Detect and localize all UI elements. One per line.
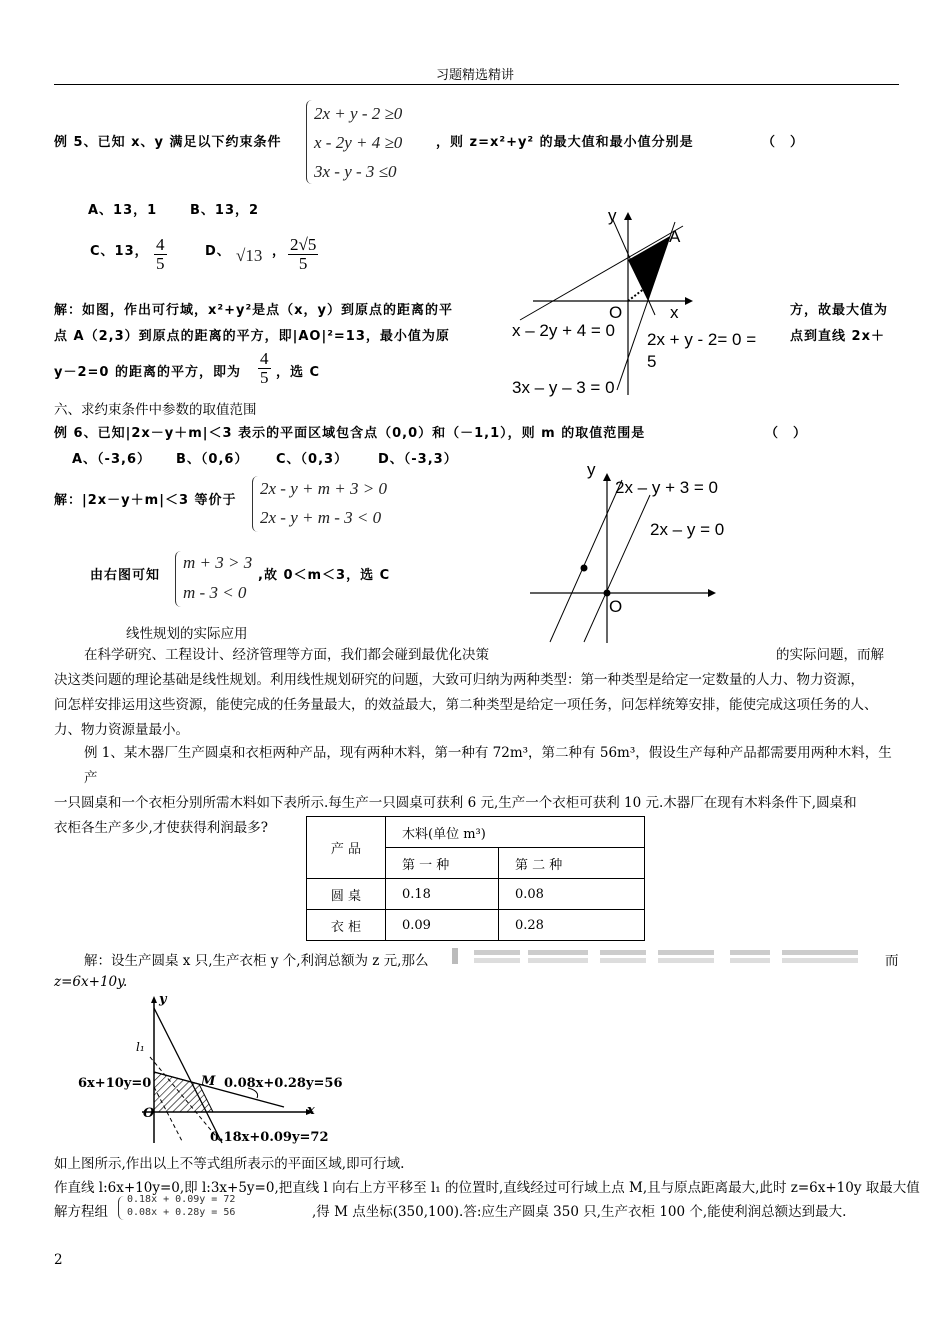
ex6-graph-line2-label: 2x – y = 0 — [650, 520, 725, 539]
fraction-numerator: 4 — [260, 349, 269, 368]
ex5-solution-line3-end: ，选 C — [276, 365, 321, 380]
ex5-option-d-fraction — [288, 236, 318, 273]
ex6-system-2: 2x - y + m - 3 < 0 — [260, 508, 382, 527]
ex5-graph-line1-label: x – 2y + 4 = 0 — [512, 321, 616, 340]
application-line-1-start: 在科学研究、工程设计、经济管理等方面，我们都会碰到最优化决策 — [84, 647, 489, 663]
ex5-graph-line3-label: 3x – y – 3 = 0 — [512, 378, 615, 397]
ex6-know-brace — [175, 551, 182, 607]
table-header-product: 产 品 — [307, 817, 386, 879]
ex6-graph-y-label: y — [587, 460, 596, 479]
fraction-denominator: 5 — [298, 254, 308, 273]
ex6-option-d: D、（-3,3） — [378, 452, 458, 467]
ex5-option-d-root: √13 — [236, 246, 263, 265]
equation-2: 0.08x + 0.28y = 56 — [127, 1207, 236, 1218]
fraction-numerator: 4 — [156, 235, 165, 254]
distance-segment — [628, 288, 645, 301]
ex6-know-suffix: ,故 0＜m＜3，选 C — [258, 568, 391, 583]
example1-after-line3-end: ,得 M 点坐标(350,100).答:应生产圆桌 350 只,生产衣柜 100 个,能使利润总额达到最大. — [312, 1204, 847, 1220]
ex5-option-a: A、13，1 — [88, 203, 158, 218]
table-cell-first: 0.18 — [386, 879, 499, 910]
fig-x-label: x — [307, 1103, 315, 1118]
table-header-row — [307, 817, 645, 848]
wood-requirement-table — [306, 816, 645, 941]
fig-l1-label: l₁ — [136, 1040, 145, 1054]
ex5-graph-x-label: x — [670, 303, 679, 322]
fig-line-c-label: 0.18x+0.09y=72 — [210, 1130, 329, 1145]
line-2x-y — [584, 495, 650, 642]
example1-line-3: 衣柜各生产多少,才使获得利润最多? — [54, 820, 269, 836]
table-header-first: 第 一 种 — [386, 848, 499, 879]
ex6-graph-line1-label: 2x – y + 3 = 0 — [615, 478, 719, 497]
application-line-3: 问怎样安排运用这些资源，能使完成的任务量最大，的效益最大，第二种类型是给定一项任务，问怎样统筹安排，能使完成这项任务的人、 — [54, 697, 878, 713]
application-line-1 — [54, 643, 899, 668]
fig-m-label: M — [201, 1074, 216, 1089]
y-axis-arrow — [603, 473, 611, 481]
application-paragraph — [54, 643, 899, 743]
application-line-4: 力、物力资源量最小。 — [54, 722, 189, 738]
header-rule — [54, 84, 899, 85]
example1-solution-line1-end: 而 — [885, 953, 899, 969]
fraction-numerator: 2√5 — [290, 235, 317, 254]
ex5-suffix: ，则 z=x²+y² 的最大值和最小值分别是 — [436, 135, 694, 150]
example1-line-1: 例 1、某木器厂生产圆桌和衣柜两种产品，现有两种木料，第一种有 72m³，第二种有 56m³，假设生产每种产品都需要用两种木料，生产 — [84, 745, 892, 786]
fraction-denominator: 5 — [260, 368, 269, 387]
application-line-2: 决这类问题的理论基础是线性规划。利用线性规划研究的问题，大致可归纳为两种类型：第一种类型是给定一定数量的人力、物力资源， — [54, 672, 864, 688]
ex5-answer-paren: （ ） — [762, 135, 805, 150]
fig-line-a-label: 6x+10y=0 — [78, 1076, 152, 1091]
table-header-second: 第 二 种 — [499, 848, 645, 879]
ex6-question: 例 6、已知|2x－y＋m|＜3 表示的平面区域包含点（0,0）和（－1,1），则 m 的取值范围是 — [54, 426, 646, 441]
ex5-option-c: C、13， — [90, 244, 149, 259]
ex6-brace — [252, 476, 259, 532]
ex5-graph-line2-label: 2x + y - 2= 0 = — [647, 330, 757, 349]
table-cell-first: 0.09 — [386, 910, 499, 941]
example1-solution-line1: 解：设生产圆桌 x 只,生产衣柜 y 个,利润总额为 z 元,那么 — [84, 953, 429, 969]
ex6-know-prefix: 由右图可知 — [90, 568, 161, 583]
ex5-option-c-fraction — [154, 236, 167, 273]
table-header-wood: 木料(单位 m³) — [386, 817, 645, 848]
equation-1: 0.18x + 0.09y = 72 — [127, 1194, 236, 1205]
ex5-brace — [306, 100, 313, 184]
point-neg1-1 — [581, 565, 588, 572]
page-number: 2 — [54, 1252, 63, 1268]
table-cell-name: 衣 柜 — [307, 910, 386, 941]
ex6-know-1: m + 3 > 3 — [183, 553, 253, 572]
equation-system-brace — [118, 1196, 125, 1220]
ex5-feasible-region-graph — [505, 200, 785, 405]
section-6-title: 六、求约束条件中参数的取值范围 — [54, 402, 257, 418]
ex5-graph-origin-label: O — [609, 303, 623, 322]
ex5-graph-line2-extra: 5 — [647, 352, 657, 371]
ex5-solution-line1-end: 方，故最大值为 — [790, 303, 889, 318]
table-cell-second: 0.28 — [499, 910, 645, 941]
y-axis-arrow — [624, 212, 632, 220]
ex5-solution-line2-end: 点到直线 2x＋ — [790, 329, 885, 344]
ex5-solution-line2: 点 A（2,3）到原点的距离的平方，即|AO|²=13，最小值为原 — [54, 329, 450, 344]
application-line-1-end: 的实际问题，而解 — [776, 647, 884, 663]
example1-after-line3-prefix: 解方程组 — [54, 1204, 108, 1220]
fig-y-label: y — [159, 992, 167, 1007]
line-x-2y+4 — [520, 226, 683, 320]
table-row — [307, 910, 645, 941]
ex5-constraint-3: 3x - y - 3 ≤0 — [314, 162, 397, 181]
fraction-denominator: 5 — [156, 254, 165, 273]
table-cell-name: 圆 桌 — [307, 879, 386, 910]
blurred-inequality-image — [452, 944, 862, 968]
ex6-answer-paren: （ ） — [765, 426, 808, 441]
example1-line-2: 一只圆桌和一个衣柜分别所需木料如下表所示.每生产一只圆桌可获利 6 元,生产一个衣柜可获利 10 元.木器厂在现有木料条件下,圆桌和 — [54, 795, 857, 811]
example1-feasible-figure — [70, 995, 360, 1150]
example1-objective: z=6x+10y. — [54, 974, 128, 990]
fig-line-b-label: 0.08x+0.28y=56 — [224, 1076, 343, 1091]
ex6-know-2: m - 3 < 0 — [183, 583, 247, 602]
ex5-graph-y-label: y — [608, 206, 617, 225]
ex6-solution-prefix: 解：|2x－y＋m|＜3 等价于 — [54, 493, 237, 508]
line-2x-y+3 — [550, 480, 622, 642]
table-row — [307, 879, 645, 910]
ex5-option-d: D、 — [205, 244, 231, 259]
ex5-solution-fraction — [258, 350, 271, 387]
ex5-prefix: 例 5、已知 x、y 满足以下约束条件 — [54, 135, 282, 150]
ex5-solution-line1: 解：如图，作出可行域，x²+y²是点（x，y）到原点的距离的平 — [54, 303, 453, 318]
x-axis-arrow — [708, 589, 716, 597]
ex6-option-c: C、（0,3） — [276, 452, 349, 467]
page-header: 习题精选精讲 — [435, 68, 514, 83]
ex5-constraint-2: x - 2y + 4 ≥0 — [314, 133, 403, 152]
ex6-option-b: B、（0,6） — [176, 452, 249, 467]
y-axis-arrow — [151, 996, 157, 1003]
ex6-graph-origin-label: O — [609, 597, 623, 616]
fig-origin-label: O — [143, 1106, 155, 1121]
ex6-system-1: 2x - y + m + 3 > 0 — [260, 479, 387, 498]
table-cell-second: 0.08 — [499, 879, 645, 910]
example1-after-line1: 如上图所示,作出以上不等式组所表示的平面区域,即可行域. — [54, 1156, 405, 1172]
x-axis-arrow — [685, 297, 693, 305]
ex5-option-d-comma: ， — [272, 244, 287, 259]
application-title: 线性规划的实际应用 — [126, 626, 248, 642]
ex5-constraint-1: 2x + y - 2 ≥0 — [314, 104, 403, 123]
ex5-solution-line3: y－2=0 的距离的平方，即为 — [54, 365, 241, 380]
example1-after-line2: 作直线 l:6x+10y=0,即 l:3x+5y=0,把直线 l 向右上方平移至 l₁ 的位置时,直线经过可行域上点 M,且与原点距离最大,此时 z=6x+10y 取最大值 — [54, 1180, 920, 1196]
ex6-option-a: A、（-3,6） — [72, 452, 151, 467]
point-origin — [604, 590, 611, 597]
ex5-graph-a-label: A — [669, 227, 681, 246]
ex5-option-b: B、13，2 — [190, 203, 260, 218]
